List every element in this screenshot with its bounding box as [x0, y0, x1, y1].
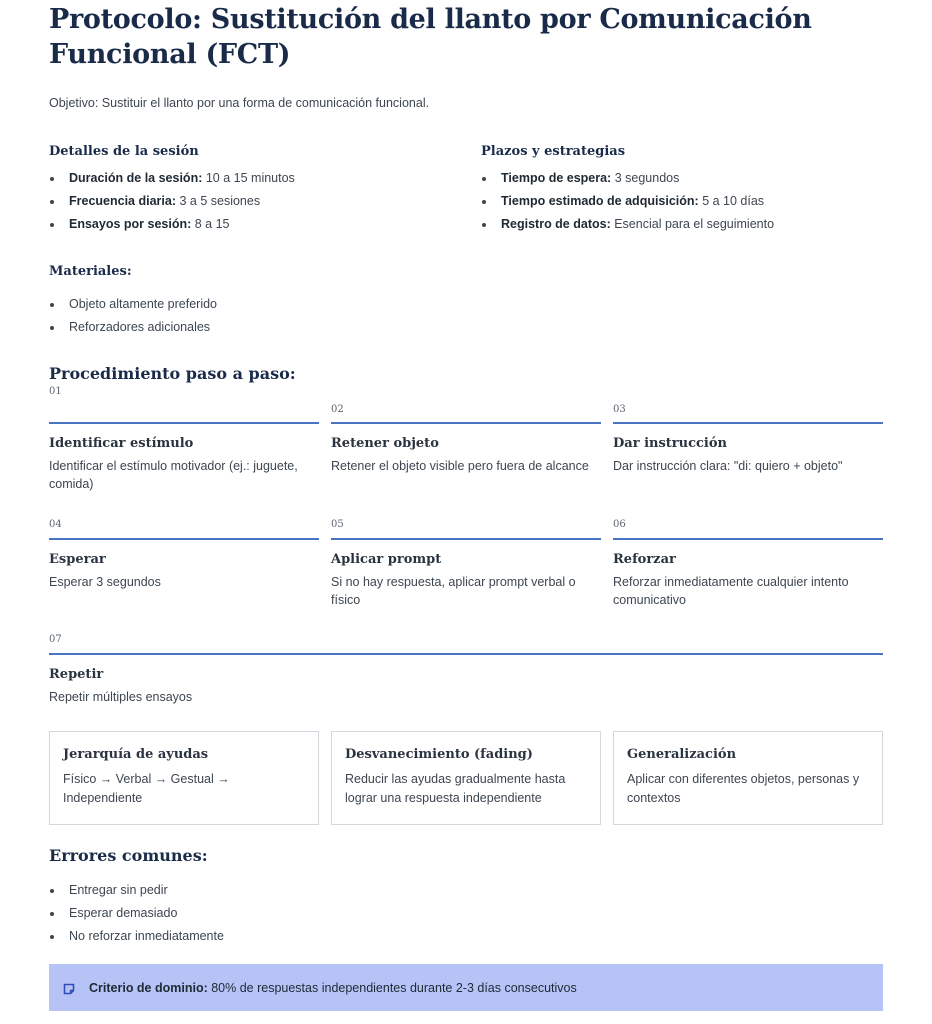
list-item: Reforzadores adicionales [49, 318, 217, 341]
list-item: Objeto altamente preferido [49, 295, 217, 318]
step-title: Identificar estímulo [49, 436, 194, 451]
bullet-icon [50, 326, 54, 330]
criterion-label: Criterio de dominio: [89, 980, 208, 995]
procedure-step [49, 634, 883, 706]
card-description: Aplicar con diferentes objetos, personas y contextos [627, 772, 860, 805]
card-description: Reducir las ayudas gradualmente hasta lograr una respuesta independiente [345, 772, 566, 805]
step-title: Repetir [49, 667, 104, 682]
procedure-step [331, 404, 601, 475]
session-details-list [49, 169, 449, 238]
timing-strategies-section [481, 144, 881, 238]
step-number: 06 [613, 519, 626, 530]
step-number: 02 [331, 404, 344, 415]
card-fading [331, 731, 601, 825]
step-divider [613, 538, 883, 540]
list-item: Registro de datos: Esencial para el seguimiento [481, 215, 881, 238]
bullet-icon [482, 223, 486, 227]
step-divider [49, 422, 319, 424]
step-title: Aplicar prompt [331, 552, 442, 567]
procedure-step [49, 519, 319, 591]
card-title: Generalización [627, 747, 737, 762]
bullet-icon [482, 177, 486, 181]
list-item: Frecuencia diaria: 3 a 5 sesiones [49, 192, 449, 215]
list-item: Tiempo de espera: 3 segundos [481, 169, 881, 192]
list-item: Entregar sin pedir [49, 881, 224, 904]
list-item: Tiempo estimado de adquisición: 5 a 10 días [481, 192, 881, 215]
step-number: 05 [331, 519, 344, 530]
common-errors-section [49, 846, 224, 950]
bullet-icon [50, 889, 54, 893]
step-divider [49, 538, 319, 540]
procedure-step [613, 519, 883, 609]
step-title: Esperar [49, 552, 106, 567]
step-description: Esperar 3 segundos [49, 575, 161, 589]
card-generalization [613, 731, 883, 825]
step-title: Dar instrucción [613, 436, 727, 451]
timing-strategies-list [481, 169, 881, 238]
step-number: 01 [49, 386, 62, 397]
list-item: No reforzar inmediatamente [49, 927, 224, 950]
card-prompt-hierarchy [49, 731, 319, 825]
bullet-icon [50, 223, 54, 227]
step-description: Reforzar inmediatamente cualquier intento comunicativo [613, 575, 849, 607]
step-description: Retener el objeto visible pero fuera de alcance [331, 459, 589, 473]
step-number: 03 [613, 404, 626, 415]
common-errors-heading: Errores comunes: [49, 846, 208, 865]
step-description: Repetir múltiples ensayos [49, 690, 193, 704]
criterion-value: 80% de respuestas independientes durante 2-3 días consecutivos [207, 980, 577, 995]
mastery-criterion-banner [49, 964, 883, 1011]
list-item: Esperar demasiado [49, 904, 224, 927]
bullet-icon [50, 935, 54, 939]
step-divider [331, 422, 601, 424]
materials-heading: Materiales: [49, 264, 132, 279]
list-item: Ensayos por sesión: 8 a 15 [49, 215, 449, 238]
step-description: Identificar el estímulo motivador (ej.: juguete, comida) [49, 459, 298, 491]
card-description: Físico → Verbal → Gestual → Independiente [63, 772, 230, 805]
materials-list [49, 295, 217, 341]
step-divider [613, 422, 883, 424]
procedure-step [613, 404, 883, 475]
step-divider [331, 538, 601, 540]
card-title: Jerarquía de ayudas [63, 747, 209, 762]
step-title: Reforzar [613, 552, 676, 567]
step-description: Si no hay respuesta, aplicar prompt verbal o físico [331, 575, 576, 607]
step-number: 07 [49, 634, 62, 645]
materials-section [49, 264, 217, 341]
note-icon [63, 983, 75, 995]
step-divider [49, 653, 883, 655]
step-description: Dar instrucción clara: "di: quiero + objeto" [613, 459, 843, 473]
common-errors-list [49, 881, 224, 950]
procedure-heading: Procedimiento paso a paso: [49, 364, 296, 383]
timing-strategies-heading: Plazos y estrategias [481, 144, 626, 159]
session-details-heading: Detalles de la sesión [49, 144, 199, 159]
procedure-step [331, 519, 601, 609]
objective-text: Objetivo: Sustituir el llanto por una forma de comunicación funcional. [49, 96, 430, 110]
bullet-icon [50, 912, 54, 916]
bullet-icon [50, 303, 54, 307]
card-title: Desvanecimiento (fading) [345, 747, 533, 762]
bullet-icon [50, 177, 54, 181]
step-title: Retener objeto [331, 436, 439, 451]
session-details-section [49, 144, 449, 238]
step-number: 04 [49, 519, 62, 530]
bullet-icon [482, 200, 486, 204]
procedure-step [49, 386, 319, 493]
page-title: Protocolo: Sustitución del llanto por Comunicación Funcional (FCT) [49, 4, 812, 70]
bullet-icon [50, 200, 54, 204]
list-item: Duración de la sesión: 10 a 15 minutos [49, 169, 449, 192]
